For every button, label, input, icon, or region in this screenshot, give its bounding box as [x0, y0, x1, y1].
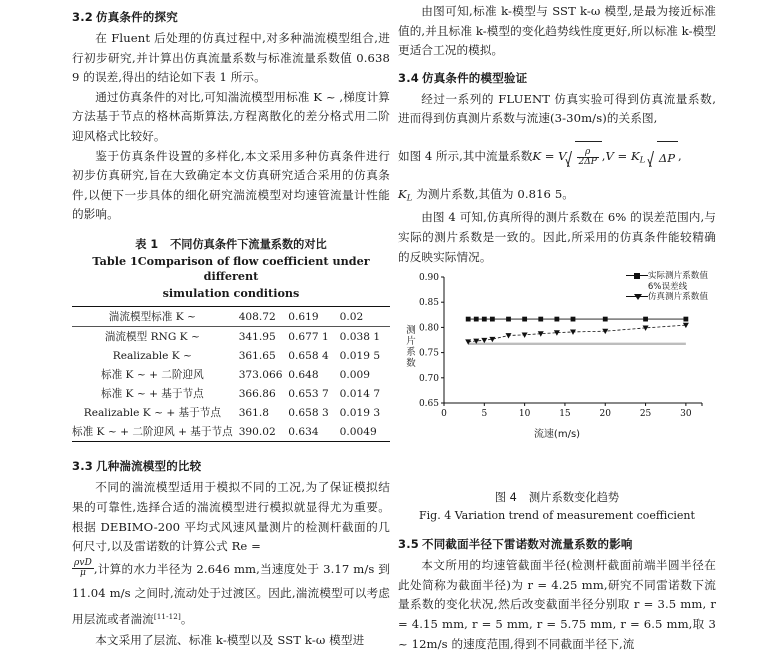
heading-3-5-number: 3.5 — [398, 537, 419, 552]
table-row — [72, 365, 390, 384]
table-cell-label: 湍流模型标准 K ~ — [72, 307, 233, 327]
table-caption-en-text1: Comparison of flow coefficient under different — [137, 253, 370, 284]
x-tick-label: 20 — [599, 409, 611, 420]
table-cell-value2: 0.658 3 — [288, 406, 329, 419]
data-point-square — [506, 317, 511, 322]
sqrt-radicand-1 — [575, 141, 602, 173]
para-3-2-b: 通过仿真条件的对比,可知湍流模型用标准 K ~ ,梯度计算方法基于节点的格林高斯算法,方程离散化的差分格式用二阶迎风格式比较好。 — [72, 89, 390, 143]
table-cell-value1: 361.65 — [238, 349, 276, 362]
fraction-denominator: 2ΔP — [578, 157, 597, 168]
formula-trailing-comma: , — [678, 148, 682, 163]
table-caption-cn-text: 不同仿真条件下流量系数的对比 — [170, 237, 327, 251]
table-cell-label: 标准 K ~ + 二阶迎风 — [100, 368, 204, 381]
table-cell-value2: 0.677 1 — [288, 327, 339, 347]
data-point-square — [554, 317, 559, 322]
series-line-1 — [468, 325, 686, 342]
table-cell-value3: 0.0049 — [340, 422, 390, 442]
heading-3-3-title: 几种湍流模型的比较 — [96, 459, 202, 474]
table-cell-label: Realizable K ~ — [112, 349, 192, 362]
kl-subscript: L — [406, 192, 413, 203]
data-point-square — [603, 317, 608, 322]
para-3-4-a: 经过一系列的 FLUENT 仿真实验可得到仿真流量系数,进而得到仿真测片系数与流速(3-30m/s)的关系图, — [398, 91, 716, 126]
y-tick-label: 0.90 — [418, 273, 439, 284]
heading-3-4-number: 3.4 — [398, 70, 419, 85]
fraction-numerator: ρ — [585, 146, 591, 157]
table-caption-cn-label: 表 1 — [135, 237, 159, 251]
table-cell-value1: 361.8 — [238, 406, 270, 419]
formula-KL-subscript: L — [639, 153, 646, 164]
legend-label-sim: 仿真测片系数值 — [647, 292, 708, 303]
kl-definition-text: 为测片系数,其值为 0.816 5。 — [416, 187, 574, 202]
sqrt-symbol-2 — [649, 141, 678, 173]
kl-symbol: K — [398, 187, 407, 202]
para-3-2-c: 鉴于仿真条件设置的多样化,本文采用多种仿真条件进行初步仿真研究,旨在大致确定本文仿真研究适合采用的仿真条件,以便下一步具体的细化研究湍流模型对均速管流量计性能的影响。 — [72, 148, 390, 222]
figure-4 — [398, 273, 716, 479]
heading-section-3-5 — [398, 536, 716, 552]
heading-3-4-title: 仿真条件的模型验证 — [422, 70, 528, 85]
para-3-3-b-tail: 。 — [180, 611, 193, 626]
table-row — [72, 403, 390, 422]
para-3-3-b — [72, 557, 390, 631]
data-point-square — [466, 317, 471, 322]
table-cell-value3: 0.009 — [339, 368, 370, 381]
data-point-square — [490, 317, 495, 322]
formula-comma-1: , — [601, 148, 606, 163]
table-cell-value3: 0.019 3 — [339, 406, 381, 419]
table-cell-value2: 0.634 — [288, 422, 339, 442]
chart-y-axis-title: 测片系数 — [406, 325, 416, 370]
reynolds-fraction — [72, 559, 94, 579]
data-point-square — [538, 317, 543, 322]
table-cell-value2: 0.653 7 — [288, 387, 329, 400]
legend-label-error: 6%误差线 — [647, 281, 688, 292]
table-cell-label: 标准 K ~ + 基于节点 — [100, 387, 204, 400]
table-cell-value1: 373.066 — [238, 368, 283, 381]
table-cell-value1: 408.72 — [233, 307, 289, 327]
para-3-4-b: 由图 4 可知,仿真所得的测片系数在 6% 的误差范围内,与实际的测片系数是一致的。因此,所采用的仿真条件能较精确的反映实际情况。 — [398, 210, 716, 264]
sqrt-radicand-2: ΔP — [657, 141, 678, 173]
figure-caption-cn-text: 测片系数变化趋势 — [528, 491, 620, 505]
para-3-2-a: 在 Fluent 后处理的仿真过程中,对多种湍流模型组合,进行初步研究,并计算出仿真流量系数与标准流量系数值 0.638 9 的误差,得出的结论如下表 1 所示。 — [72, 31, 390, 85]
table-cell-value1: 366.86 — [238, 387, 276, 400]
heading-3-5-title: 不同截面半径下雷诺数对流量系数的影响 — [422, 537, 633, 552]
figure-caption-en: Fig. 4 Variation trend of measurement coefficient — [419, 509, 695, 523]
x-tick-label: 25 — [639, 409, 652, 420]
flow-coefficient-table — [72, 306, 390, 442]
left-column — [72, 0, 390, 650]
data-point-square — [683, 317, 688, 322]
table-row — [72, 307, 390, 327]
data-point-square — [482, 317, 487, 322]
table-cell-value3: 0.02 — [340, 307, 390, 327]
figure-caption-cn — [398, 489, 716, 505]
table-cell-value1: 341.95 — [233, 327, 289, 347]
table-cell-value2: 0.658 4 — [288, 349, 329, 362]
table-cell-label: 标准 K ~ + 二阶迎风 + 基于节点 — [72, 422, 233, 442]
table-row — [72, 422, 390, 442]
formula-K: K — [532, 148, 542, 163]
x-tick-label: 0 — [441, 409, 447, 420]
table-cell-value2: 0.648 — [288, 368, 319, 381]
para-3-3-c: 本文采用了层流、标准 k-模型以及 SST k-ω 模型进 — [95, 632, 365, 647]
y-tick-label: 0.65 — [418, 399, 439, 410]
table-caption-cn — [72, 237, 390, 253]
chart-plot-area — [398, 269, 716, 429]
y-tick-label: 0.75 — [418, 348, 439, 359]
y-tick-label: 0.85 — [418, 298, 439, 309]
table-cell-value3: 0.038 1 — [340, 327, 390, 347]
para-3-3-a-text: 不同的湍流模型适用于模拟不同的工况,为了保证模拟结果的可靠性,选择合适的湍流模型进行模拟就显得尤为重要。根据 DEBIMO-200 平均式风速风量测片的检测杆截面的几何尺寸,以及雷诺数的计算公式 Re = — [72, 480, 390, 554]
table-caption-en-line1 — [72, 254, 390, 285]
formula-V2: V — [605, 148, 614, 163]
para-kl-definition — [398, 185, 716, 208]
x-tick-label: 15 — [559, 409, 571, 420]
table-cell-value3: 0.014 7 — [339, 387, 381, 400]
data-point-triangle — [522, 333, 528, 338]
heading-section-3-2 — [72, 9, 390, 25]
table-cell-value1: 390.02 — [233, 422, 289, 442]
para-3-5: 本文所用的均速管截面半径(检测杆截面前端半圆半径在此处简称为截面半径)为 r = 4.25 mm,研究不同雷诺数下流量系数的变化状况,然后改变截面半径分别取 r = 3.5 mm, r = 4.15 mm, r = 5 mm, r = 5.75 mm, r = 6.5 mm,取 3 ~ 12m/s 的速度范围,得到不同截面半径下,流 — [398, 558, 716, 651]
para-3-3-b-text: ,计算的水力半径为 2.646 mm,当速度处于 3.17 m/s 到 11.04 m/s 之间时,流动处于过渡区。因此,湍流模型可以考虑用层流或者湍流 — [72, 561, 390, 626]
data-point-square — [571, 317, 576, 322]
heading-3-2-title: 仿真条件的探究 — [96, 10, 178, 24]
table-row — [72, 384, 390, 403]
x-tick-label: 10 — [518, 409, 531, 420]
table-cell-label: Realizable K ~ + 基于节点 — [83, 406, 221, 419]
formula-equals: = — [544, 148, 555, 163]
citation-ref: [11-12] — [153, 611, 181, 621]
table-caption-en-label: Table 1 — [92, 253, 138, 268]
heading-3-2-number: 3.2 — [72, 10, 93, 24]
formula-KL: K — [630, 148, 640, 163]
formula-prefix: 如图 4 所示,其中流量系数 — [398, 148, 533, 163]
data-point-triangle — [481, 338, 487, 343]
para-3-3-a — [72, 478, 390, 556]
formula-V: V — [558, 148, 567, 163]
fraction-denominator: μ — [72, 568, 94, 578]
table-row — [72, 327, 390, 347]
para-intro: 由图可知,标准 k-模型与 SST k-ω 模型,是最为接近标准值的,并且标准 k-模型的变化趋势线性度更好,所以标准 k-模型更适合工况的模拟。 — [398, 4, 716, 58]
fraction-numerator: ρvD — [74, 557, 92, 568]
formula-equals-2: = — [617, 148, 628, 163]
data-point-square — [643, 317, 648, 322]
table-cell-label: 湍流模型 RNG K ~ — [72, 327, 233, 347]
figure-caption-cn-label: 图 4 — [494, 491, 517, 505]
table-caption-en-line2: simulation conditions — [162, 285, 300, 300]
y-tick-label: 0.80 — [418, 323, 439, 334]
y-tick-label: 0.70 — [418, 373, 439, 384]
rho-over-2dp-fraction — [577, 148, 599, 168]
legend-label-actual: 实际测片系数值 — [647, 271, 708, 282]
chart-x-axis-title: 流速(m/s) — [533, 429, 581, 441]
table-cell-value3: 0.019 5 — [339, 349, 381, 362]
data-point-square — [522, 317, 527, 322]
data-point-square — [474, 317, 479, 322]
heading-section-3-4 — [398, 70, 716, 86]
formula-paragraph — [398, 141, 716, 174]
x-tick-label: 30 — [680, 409, 692, 420]
table-cell-value2: 0.619 — [288, 307, 339, 327]
table-row — [72, 346, 390, 365]
sqrt-symbol-1 — [567, 141, 602, 173]
right-column — [398, 0, 716, 654]
heading-3-3-number: 3.3 — [72, 459, 93, 474]
heading-section-3-3 — [72, 458, 390, 474]
x-tick-label: 5 — [481, 409, 488, 420]
